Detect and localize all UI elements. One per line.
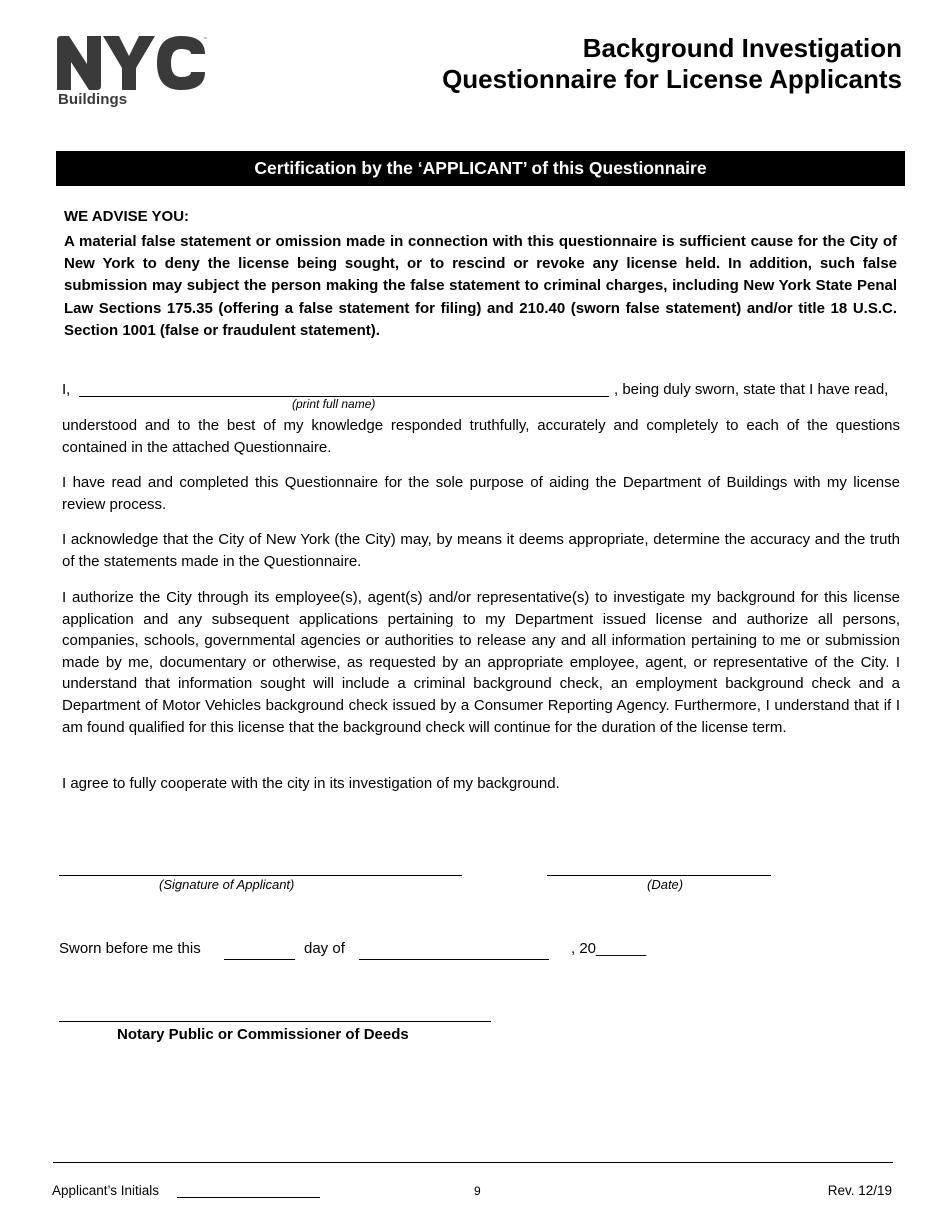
sworn-statement-text: , being duly sworn, state that I have read,	[614, 381, 889, 398]
nyc-buildings-logo	[57, 36, 207, 114]
sworn-year-field[interactable]: , 20______	[571, 940, 647, 957]
signature-line[interactable]	[59, 875, 462, 876]
sworn-day-field[interactable]	[224, 959, 295, 960]
sworn-day-label: day of	[304, 940, 345, 957]
footer-divider	[53, 1162, 893, 1163]
svg-text:™: ™	[203, 37, 208, 43]
title-line-1: Background Investigation	[582, 33, 902, 63]
notary-signature-line[interactable]	[59, 1021, 491, 1022]
section-banner: Certification by the ‘APPLICANT’ of this Questionnaire	[56, 151, 905, 186]
advisory-heading: WE ADVISE YOU:	[64, 208, 190, 225]
paragraph-acknowledge: I acknowledge that the City of New York (the City) may, by means it deems appropriate, determine the accuracy and the truth of the statements made in the Questionnaire.	[62, 531, 900, 570]
full-name-hint: (print full name)	[292, 397, 376, 411]
initials-field[interactable]	[177, 1197, 320, 1198]
document-title	[442, 33, 902, 95]
paragraph-purpose: I have read and completed this Questionnaire for the sole purpose of aiding the Department of Buildings with my license review process.	[62, 474, 900, 513]
logo-subtitle: Buildings	[58, 91, 128, 108]
notary-label: Notary Public or Commissioner of Deeds	[117, 1026, 409, 1043]
date-line[interactable]	[547, 875, 771, 876]
revision-label: Rev. 12/19	[827, 1183, 892, 1198]
title-line-2: Questionnaire for License Applicants	[442, 64, 902, 94]
date-caption: (Date)	[647, 877, 684, 892]
signature-caption: (Signature of Applicant)	[159, 877, 295, 892]
nyc-logo-icon	[57, 36, 207, 90]
i-label: I,	[62, 381, 71, 398]
page-number: 9	[474, 1184, 481, 1198]
sworn-prefix: Sworn before me this	[59, 940, 201, 957]
sworn-month-field[interactable]	[359, 959, 549, 960]
paragraph-authorize: I authorize the City through its employee(s), agent(s) and/or representative(s) to investigate my background for this license application and any subsequent applications pertaining to my Department issued license and authorize all persons, companies, schools, governmental agencies or authorities to release any and all information pertaining to me or submission made by me, documentary or otherwise, as requested by an appropriate employee, agent, or representative of the City. I understand that information sought will include a criminal background check, an employment background check and a Department of Motor Vehicles background check issued by a Consumer Reporting Agency. Furthermore, I understand that if I am found qualified for this license that the background check will continue for the duration of the license term.	[62, 589, 900, 736]
paragraph-cooperate: I agree to fully cooperate with the city in its investigation of my background.	[62, 775, 560, 792]
initials-label: Applicant’s Initials	[52, 1183, 160, 1198]
certification-continuation: understood and to the best of my knowledge responded truthfully, accurately and completely to each of the questions contained in the attached Questionnaire.	[62, 417, 900, 456]
advisory-body: A material false statement or omission made in connection with this questionnaire is sufficient cause for the City of New York to deny the license being sought, or to rescind or revoke any license held. In addition, such false submission may subject the person making the false statement to criminal charges, including New York State Penal Law Sections 175.35 (offering a false statement for filing) and 210.40 (sworn false statement) and/or title 18 U.S.C. Section 1001 (false or fraudulent statement).	[64, 233, 897, 339]
